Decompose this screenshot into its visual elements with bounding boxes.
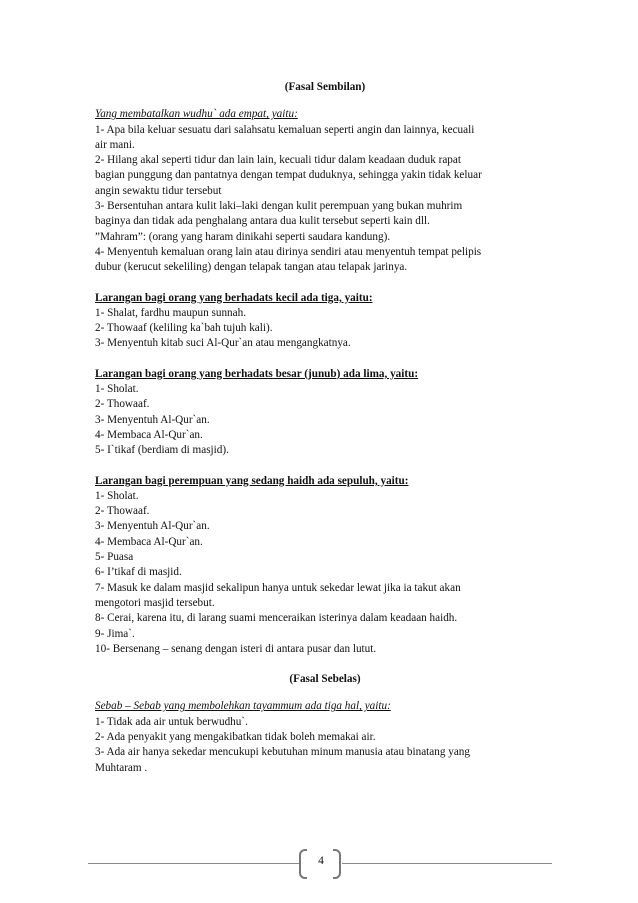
list-item: 3- Menyentuh Al-Qur`an. xyxy=(95,413,210,426)
text-line: 1- Apa bila keluar sesuatu dari salahsatu kemaluan seperti angin dan lainnya, kecuali xyxy=(95,123,475,136)
footer-rule-left xyxy=(88,863,300,864)
footer-rule-right xyxy=(342,863,552,864)
fasal-sembilan-heading: (Fasal Sembilan) xyxy=(284,81,366,93)
tayammum-intro: Sebab – Sebab yang membolehkan tayammum ada tiga hal, yaitu: xyxy=(95,700,391,713)
list-item: 2- Thowaaf (keliling ka`bah tujuh kali). xyxy=(95,322,273,335)
text-line: 2- Hilang akal seperti tidur dan lain lain, kecuali tidur dalam keadaan duduk rapat xyxy=(95,154,461,167)
text-line: air mani. xyxy=(95,138,135,151)
list-item: 2- Thowaaf. xyxy=(95,505,150,518)
wudhu-intro: Yang membatalkan wudhu` ada empat, yaitu: xyxy=(95,108,298,121)
text-line: ”Mahram”: (orang yang haram dinikahi seperti saudara kandung). xyxy=(95,230,391,243)
list-item: 8- Cerai, karena itu, di larang suami menceraikan isterinya dalam keadaan haidh. xyxy=(95,612,458,625)
hadats-besar-section xyxy=(95,367,555,459)
list-item: 4- Membaca Al-Qur`an. xyxy=(95,535,203,548)
fasal-sembilan-section xyxy=(95,107,555,275)
text-line: bagian punggung dan pantatnya dengan tempat duduknya, sehingga yakin tidak keluar xyxy=(95,169,482,182)
list-item: mengotori masjid tersebut. xyxy=(95,596,215,609)
hadats-kecil-section xyxy=(95,291,555,352)
list-item: 6- I’tikaf di masjid. xyxy=(95,566,182,579)
list-item: 3- Menyentuh kitab suci Al-Qur`an atau mengangkatnya. xyxy=(95,337,351,350)
fasal-sebelas-section xyxy=(95,699,555,775)
hadats-kecil-title: Larangan bagi orang yang berhadats kecil ada tiga, yaitu: xyxy=(95,291,373,304)
right-bracket-icon xyxy=(333,849,341,879)
list-item: 5- I`tikaf (berdiam di masjid). xyxy=(95,444,229,457)
list-item: 9- Jima`. xyxy=(95,627,135,640)
hadats-besar-title: Larangan bagi orang yang berhadats besar (junub) ada lima, yaitu: xyxy=(95,367,419,380)
text-line: 4- Menyentuh kemaluan orang lain atau dirinya sendiri atau menyentuh tempat pelipis xyxy=(95,245,482,258)
text-line: baginya dan tidak ada penghalang antara dua kulit tersebut seperti kain dll. xyxy=(95,215,430,228)
list-item: 1- Shalat, fardhu maupun sunnah. xyxy=(95,306,246,319)
list-item: 4- Membaca Al-Qur`an. xyxy=(95,428,203,441)
list-item: 3- Menyentuh Al-Qur`an. xyxy=(95,520,210,533)
list-item: 2- Ada penyakit yang mengakibatkan tidak boleh memakai air. xyxy=(95,730,376,743)
list-item: 1- Tidak ada air untuk berwudhu`. xyxy=(95,715,248,728)
fasal-sebelas-heading: (Fasal Sebelas) xyxy=(289,673,361,686)
text-line: 3- Bersentuhan antara kulit laki–laki dengan kulit perempuan yang bukan muhrim xyxy=(95,200,463,213)
list-item: 7- Masuk ke dalam masjid sekalipun hanya untuk sekedar lewat jika ia takut akan xyxy=(95,581,461,594)
haidh-title: Larangan bagi perempuan yang sedang haidh ada sepuluh, yaitu: xyxy=(95,474,409,487)
page-number: 4 xyxy=(318,855,324,867)
list-item: 5- Puasa xyxy=(95,551,134,564)
left-bracket-icon xyxy=(299,849,307,879)
list-item: 3- Ada air hanya sekedar mencukupi kebutuhan minum manusia atau binatang yang xyxy=(95,746,470,759)
list-item: Muhtaram . xyxy=(95,761,148,774)
text-line: angin sewaktu tidur tersebut xyxy=(95,184,222,197)
haidh-section xyxy=(95,474,555,658)
document-page xyxy=(95,80,555,791)
text-line: dubur (kerucut sekeliling) dengan telapak tangan atau telapak jarinya. xyxy=(95,261,408,274)
list-item: 10- Bersenang – senang dengan isteri di antara pusar dan lutut. xyxy=(95,642,377,655)
list-item: 1- Sholat. xyxy=(95,489,139,502)
list-item: 1- Sholat. xyxy=(95,383,139,396)
list-item: 2- Thowaaf. xyxy=(95,398,150,411)
